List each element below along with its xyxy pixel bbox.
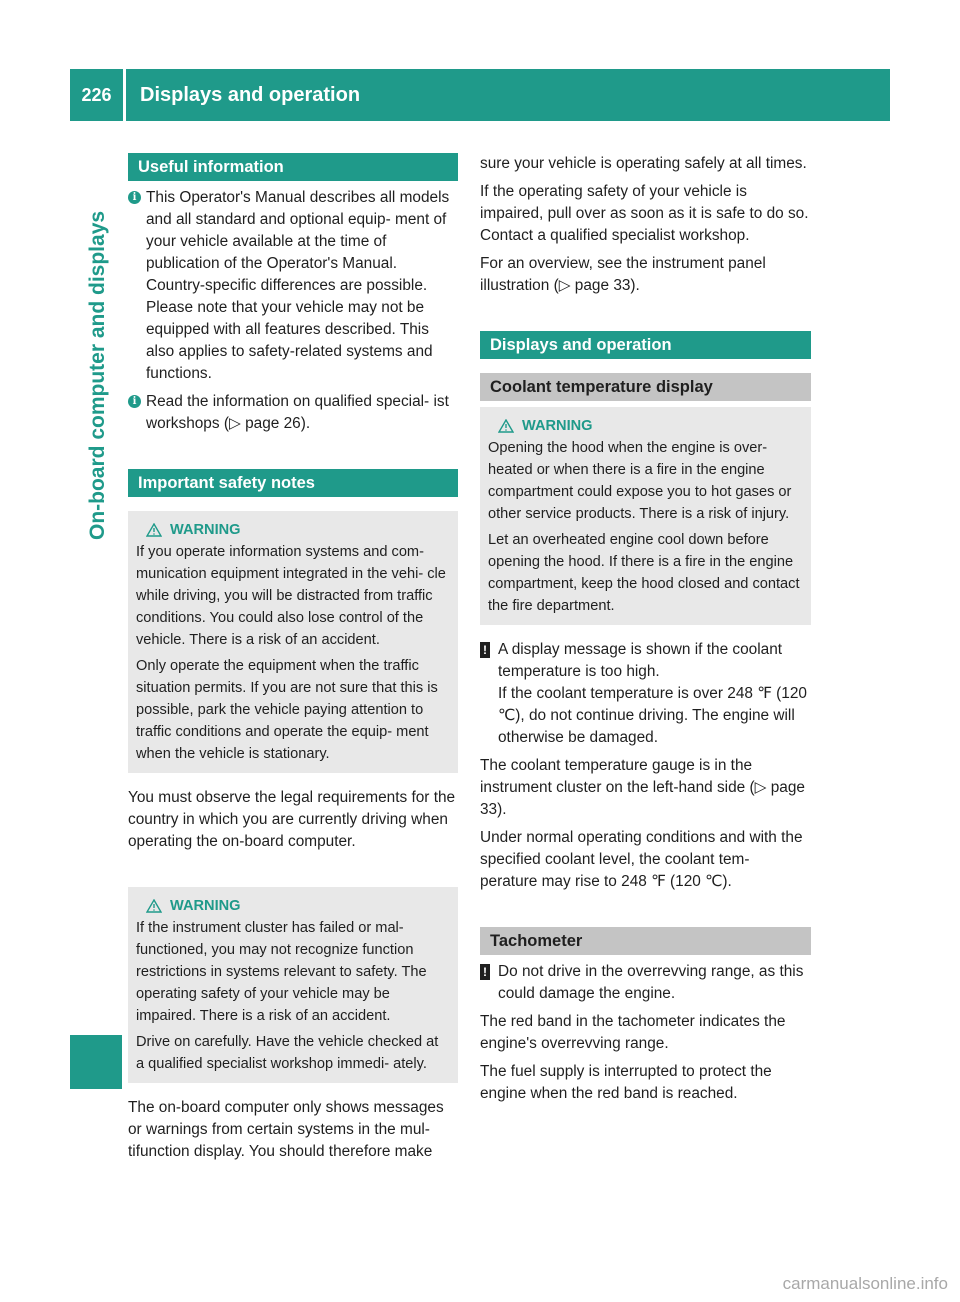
warning-triangle-icon (498, 419, 514, 433)
warning-label: WARNING (170, 898, 241, 914)
watermark: carmanualsonline.info (782, 1274, 948, 1293)
warning-2-paragraph-2: Drive on carefully. Have the vehicle checked at a qualified specialist workshop immedi- ately. (136, 1034, 439, 1072)
right-paragraph-2: If the operating safety of your vehicle is impaired, pull over as soon as it is safe to do so. Contact a qualified specialist workshop. (480, 183, 809, 244)
caution-note-2-text: Do not drive in the overrevving range, as this could damage the engine. (498, 963, 804, 1002)
warning-box-3 (480, 407, 811, 625)
warning-triangle-icon (146, 899, 162, 913)
tachometer-heading: Tachometer (480, 927, 811, 955)
caution-note-1-text-b: If the coolant temperature is over 248 ℉ (120 ℃), do not continue driving. The engine will otherwise be damaged. (498, 685, 807, 746)
info-icon: i (128, 191, 141, 204)
caution-note-1 (480, 639, 811, 749)
warning-label: WARNING (170, 522, 241, 538)
warning-box-1 (128, 511, 458, 773)
side-marker-block (70, 1035, 122, 1089)
warning-triangle-icon (146, 523, 162, 537)
warning-2-paragraph-1: If the instrument cluster has failed or mal- functioned, you may not recognize function restrictions in systems relevant to safety. The operating safety of your vehicle may be impaired. There is a risk of an accident. (136, 920, 427, 1024)
coolant-temperature-heading: Coolant temperature display (480, 373, 811, 401)
right-paragraph-3: For an overview, see the instrument panel illustration (▷ page 33). (480, 255, 766, 294)
info-note-2 (128, 391, 458, 435)
warning-header (498, 415, 803, 437)
exclamation-icon: ! (480, 642, 490, 658)
page-number: 226 (70, 69, 126, 121)
warning-label: WARNING (522, 418, 593, 434)
warning-1-paragraph-2: Only operate the equipment when the traffic situation permits. If you are not sure that this is possible, park the vehicle paying attention to traffic conditions and operate the equip- ment when the vehicle is stationary. (136, 658, 438, 762)
warning-header (146, 895, 450, 917)
header-title: Displays and operation (140, 83, 361, 106)
warning-3-paragraph-2: Let an overheated engine cool down before opening the hood. If there is a fire in the engine compartment, keep the hood closed and contact the fire department. (488, 532, 800, 614)
right-paragraph-1: sure your vehicle is operating safely at all times. (480, 155, 807, 172)
warning-header (146, 519, 450, 541)
important-safety-notes-heading: Important safety notes (128, 469, 458, 497)
warning-box-2 (128, 887, 458, 1083)
coolant-gauge-paragraph: The coolant temperature gauge is in the instrument cluster on the left-hand side (▷ page 33). (480, 757, 805, 818)
info-note-1-text: This Operator's Manual describes all models and all standard and optional equip- ment of your vehicle available at the time of publication of the Operator's Manual. Country-specific differences are possible. Please note that your vehicle may not be equipped with all features described. This also applies to safety-related systems and functions. (146, 189, 450, 382)
info-icon: i (128, 395, 141, 408)
coolant-normal-paragraph: Under normal operating conditions and with the specified coolant level, the coolant tem- perature may rise to 248 ℉ (120 ℃). (480, 829, 803, 890)
warning-1-paragraph-1: If you operate information systems and com- munication equipment integrated in the vehi- cle while driving, you will be distracted from traffic conditions. You could also lose control of the vehicle. There is a risk of an accident. (136, 544, 446, 648)
fuel-supply-paragraph: The fuel supply is interrupted to protect the engine when the red band is reached. (480, 1063, 772, 1102)
left-column (128, 153, 458, 1163)
caution-note-1-text-a: A display message is shown if the coolant temperature is too high. (498, 641, 783, 680)
useful-information-heading: Useful information (128, 153, 458, 181)
info-note-1 (128, 187, 458, 385)
right-column (480, 153, 811, 1105)
red-band-paragraph: The red band in the tachometer indicates the engine's overrevving range. (480, 1013, 786, 1052)
displays-operation-heading: Displays and operation (480, 331, 811, 359)
info-note-2-text: Read the information on qualified special- ist workshops (▷ page 26). (146, 393, 449, 432)
side-section-label: On-board computer and displays (86, 210, 109, 540)
caution-note-2 (480, 961, 811, 1005)
warning-3-paragraph-1: Opening the hood when the engine is over- heated or when there is a fire in the engine compartment could expose you to hot gases or other service products. There is a risk of injury. (488, 440, 792, 522)
page-header (70, 69, 890, 121)
on-board-computer-paragraph: The on-board computer only shows messages or warnings from certain systems in the mul- tifunction display. You should therefore make (128, 1099, 444, 1160)
exclamation-icon: ! (480, 964, 490, 980)
legal-requirements-paragraph: You must observe the legal requirements for the country in which you are currently driving when operating the on-board computer. (128, 789, 456, 850)
